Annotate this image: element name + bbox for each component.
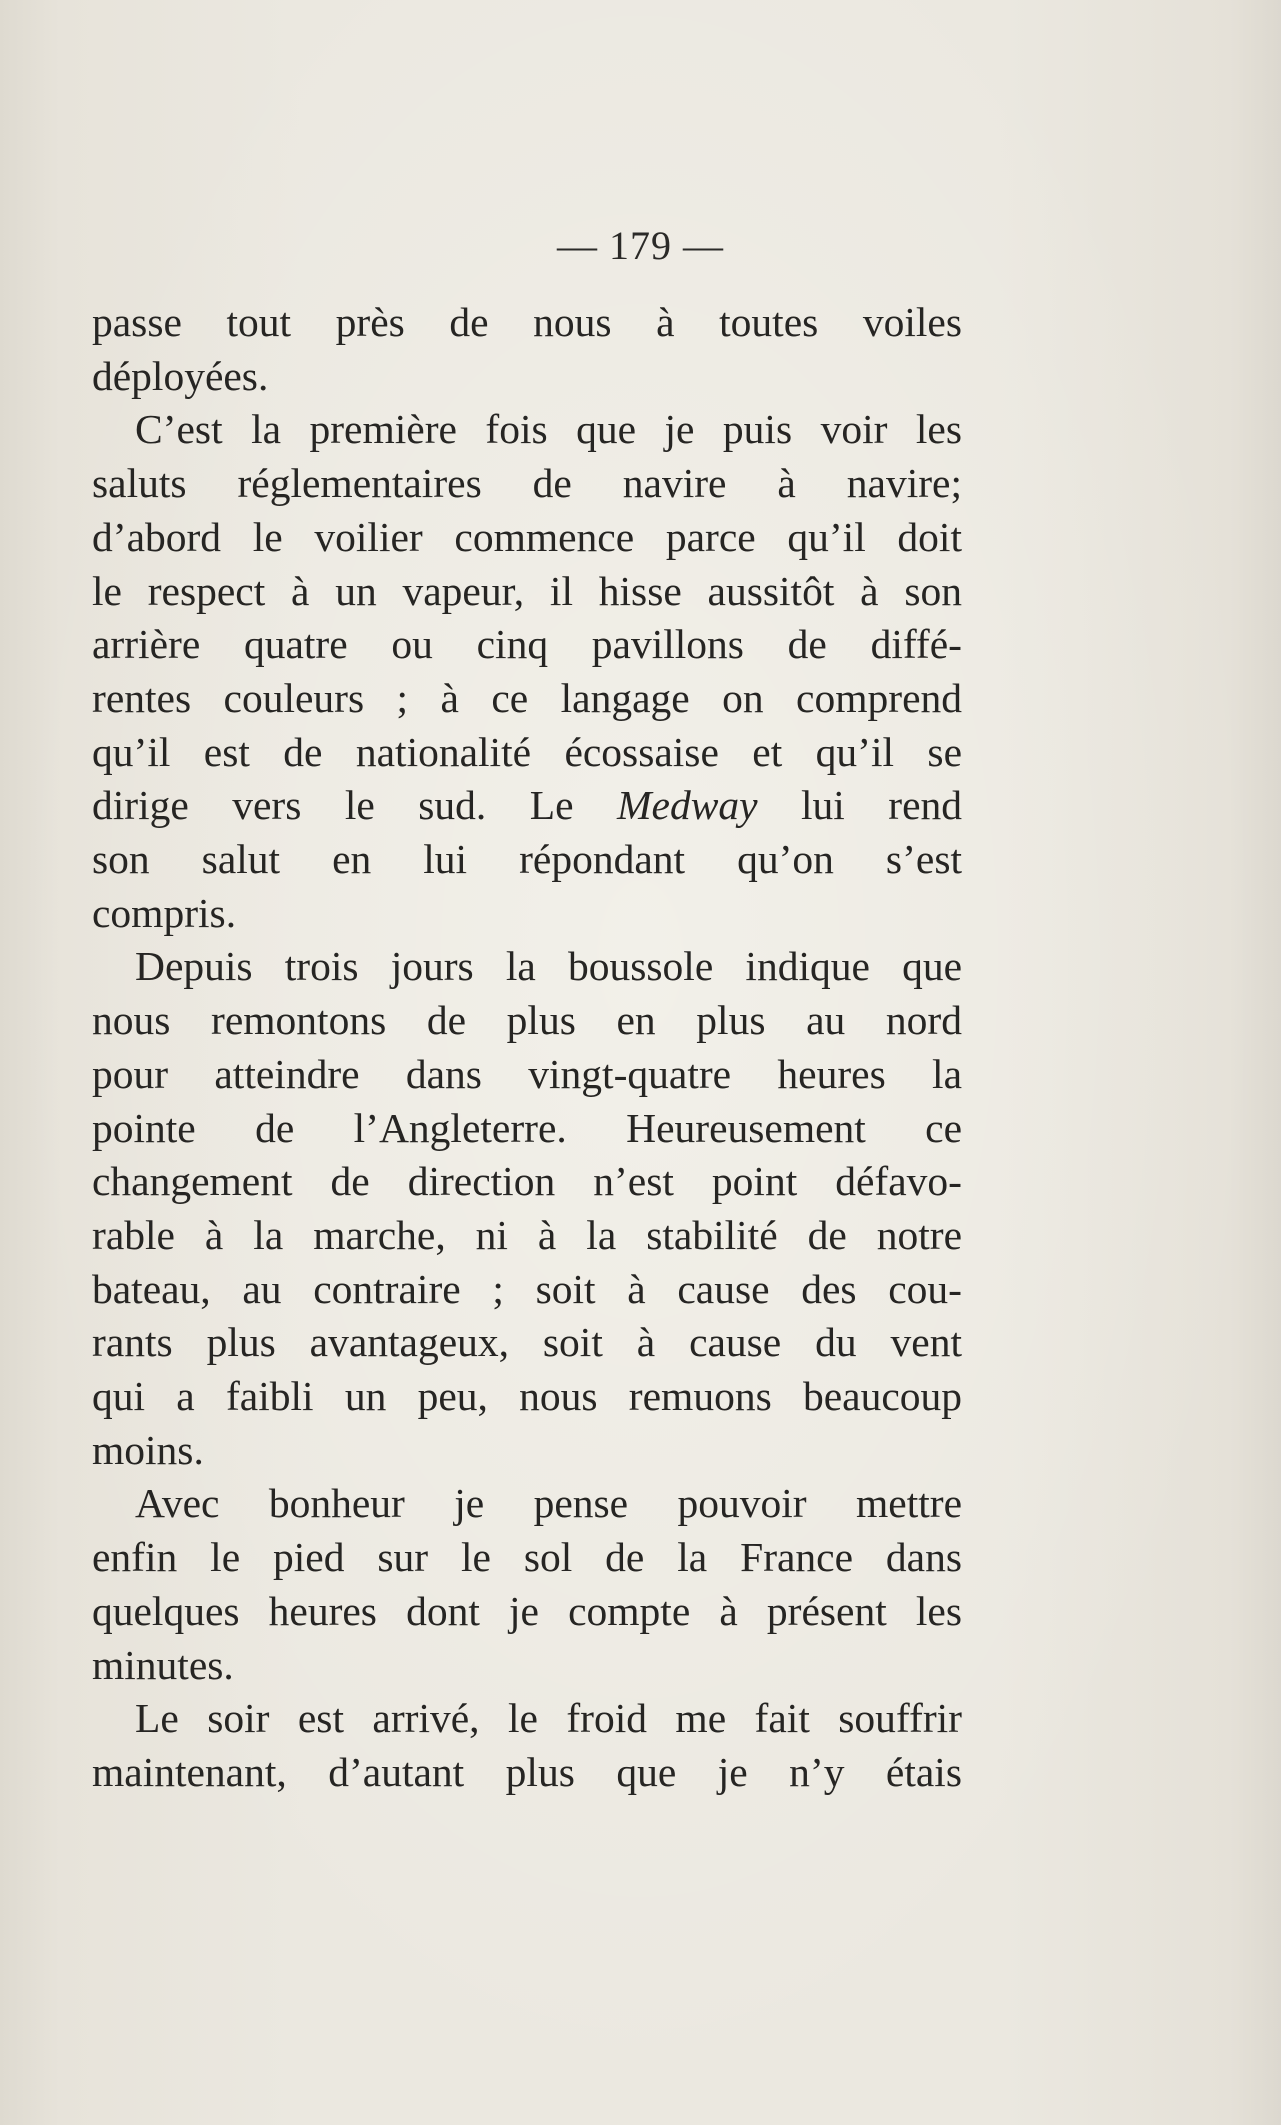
body-text — [92, 296, 962, 1800]
text-line: nous remontons de plus en plus au nord — [92, 997, 962, 1044]
text-line: enfin le pied sur le sol de la France dans — [92, 1534, 962, 1581]
text-line: pointe de l’Angleterre. Heureusement ce — [92, 1104, 962, 1151]
ship-name: Medway — [616, 782, 758, 829]
paragraph — [92, 1692, 962, 1799]
text-line: bateau, au contraire ; soit à cause des cou- — [92, 1265, 962, 1312]
text-line: pour atteindre dans vingt-quatre heures la — [92, 1050, 962, 1097]
text-line: passe tout près de nous à toutes voiles — [92, 299, 962, 345]
text-line: C’est la première fois que je puis voir les — [135, 406, 962, 453]
text-line: son salut en lui répondant qu’on s’est — [92, 836, 962, 883]
page-number: — 179 — — [557, 223, 724, 268]
text-line: quelques heures dont je compte à présent les — [92, 1587, 962, 1634]
paragraph — [92, 940, 962, 1477]
text-line: qui a faibli un peu, nous remuons beaucoup — [92, 1373, 962, 1420]
paragraph — [92, 296, 962, 403]
text-line: déployées. — [92, 352, 269, 399]
text-line: changement de direction n’est point défavo- — [92, 1158, 962, 1205]
text-line: rable à la marche, ni à la stabilité de notre — [92, 1211, 962, 1258]
text-line: minutes. — [92, 1641, 234, 1688]
text-line: qu’il est de nationalité écossaise et qu’il se — [92, 728, 962, 775]
text-line-with-ship-name — [92, 779, 962, 833]
text-line: rants plus avantageux, soit à cause du vent — [92, 1319, 962, 1366]
text-line: arrière quatre ou cinq pavillons de diffé- — [92, 621, 962, 668]
text-line: maintenant, d’autant plus que je n’y étais — [92, 1748, 962, 1795]
text-line: d’abord le voilier commence parce qu’il doit — [92, 513, 962, 560]
text-line: saluts réglementaires de navire à navire; — [92, 460, 962, 507]
text-line: Le soir est arrivé, le froid me fait souffrir — [135, 1695, 962, 1742]
ship-name-line: dirige vers le sud. Le Medway lui rend — [92, 782, 962, 829]
text-line: rentes couleurs ; à ce langage on comprend — [92, 674, 962, 721]
text-line: compris. — [92, 889, 237, 936]
paragraph — [92, 403, 962, 940]
text-line: Depuis trois jours la boussole indique que — [135, 943, 962, 990]
text-line: le respect à un vapeur, il hisse aussitôt à son — [92, 567, 962, 614]
paragraph — [92, 1477, 962, 1692]
text-line: Avec bonheur je pense pouvoir mettre — [135, 1480, 962, 1527]
text-line: moins. — [92, 1426, 204, 1473]
